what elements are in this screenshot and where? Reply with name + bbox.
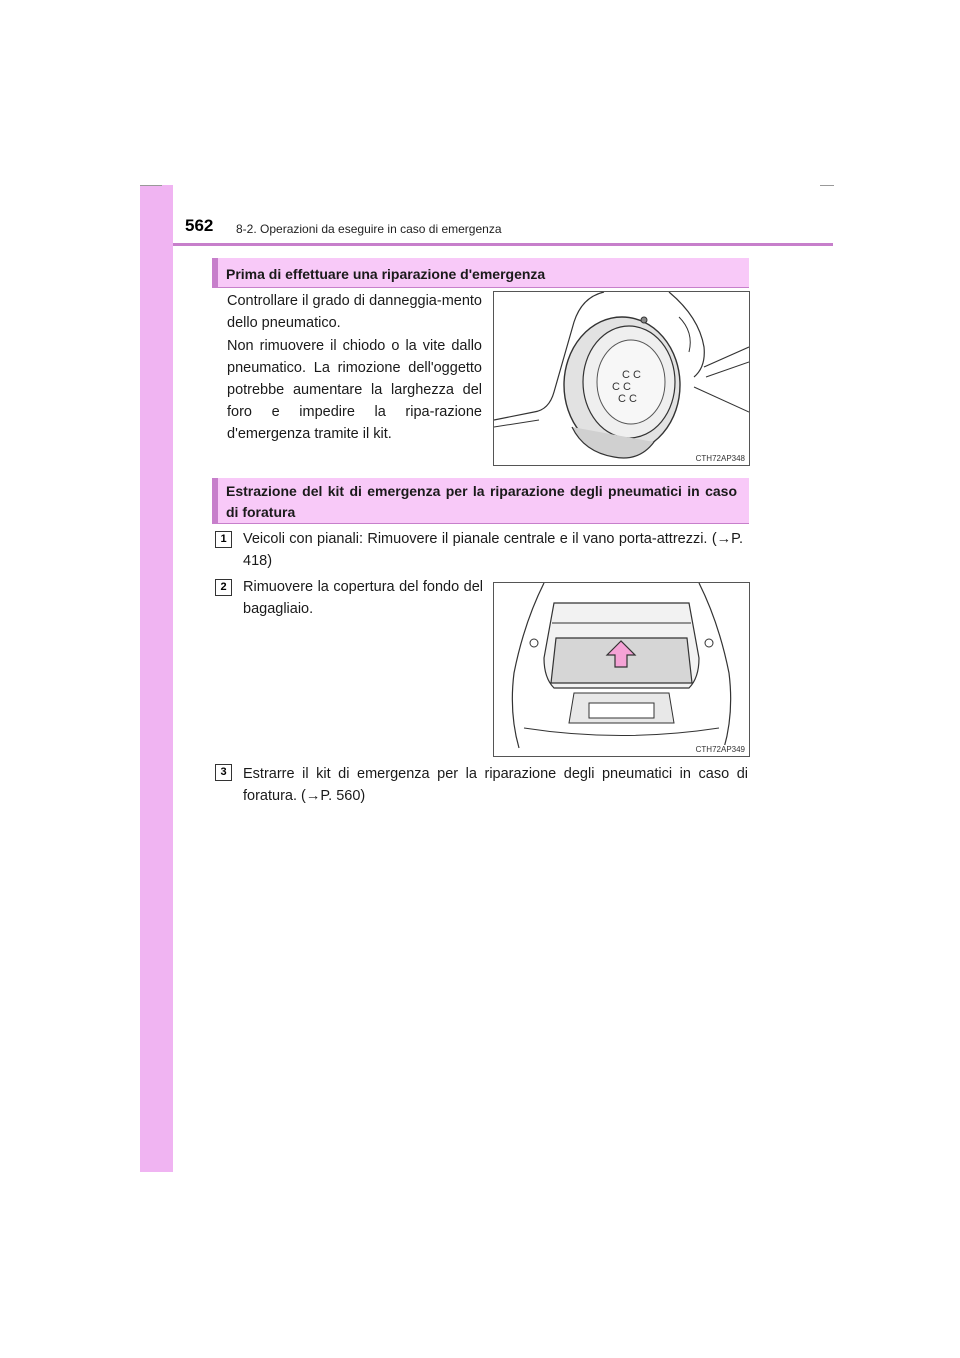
crop-mark-left (140, 185, 162, 186)
step-number-badge: 1 (215, 531, 232, 548)
paragraph-do-not-remove-nail: Non rimuovere il chiodo o la vite dallo pneumatico. La rimozione dell'oggetto potrebbe aumentare la larghezza del foro e impedire la ripa-razione d'emergenza tramite il kit. (227, 338, 482, 442)
step-number-badge: 2 (215, 579, 232, 596)
figure-damaged-tire (493, 291, 750, 466)
step-text: Estrarre il kit di emergenza per la riparazione degli pneumatici in caso di foratura. (→P. 560) (243, 766, 748, 804)
section-heading-before-repair: Prima di effettuare una riparazione d'emergenza (212, 258, 749, 288)
step-text: Rimuovere la copertura del fondo del bagagliaio. (243, 579, 483, 617)
svg-text:C C: C C (618, 393, 637, 405)
step-number-badge: 3 (215, 764, 232, 781)
page-number: 562 (185, 216, 214, 235)
trunk-illustration (494, 583, 749, 756)
crop-mark-right (820, 185, 834, 186)
chapter-sidebar-tab (140, 185, 173, 1172)
chapter-title: 8-2. Operazioni da eseguire in caso di emergenza (236, 222, 502, 236)
figure-code: CTH72AP348 (695, 454, 745, 463)
svg-text:C C: C C (612, 381, 631, 393)
figure-code: CTH72AP349 (695, 745, 745, 754)
section-heading-extract-kit: Estrazione del kit di emergenza per la riparazione degli pneumatici in caso di foratura (212, 478, 749, 524)
step-text: Veicoli con pianali: Rimuovere il pianale centrale e il vano porta-attrezzi. (→P. 418) (243, 531, 743, 569)
tire-illustration (494, 292, 749, 465)
svg-text:C C: C C (622, 369, 641, 381)
figure-luggage-floor-cover (493, 582, 750, 757)
header-rule (173, 243, 833, 246)
paragraph-check-damage: Controllare il grado di danneggia-mento dello pneumatico. (227, 293, 482, 331)
